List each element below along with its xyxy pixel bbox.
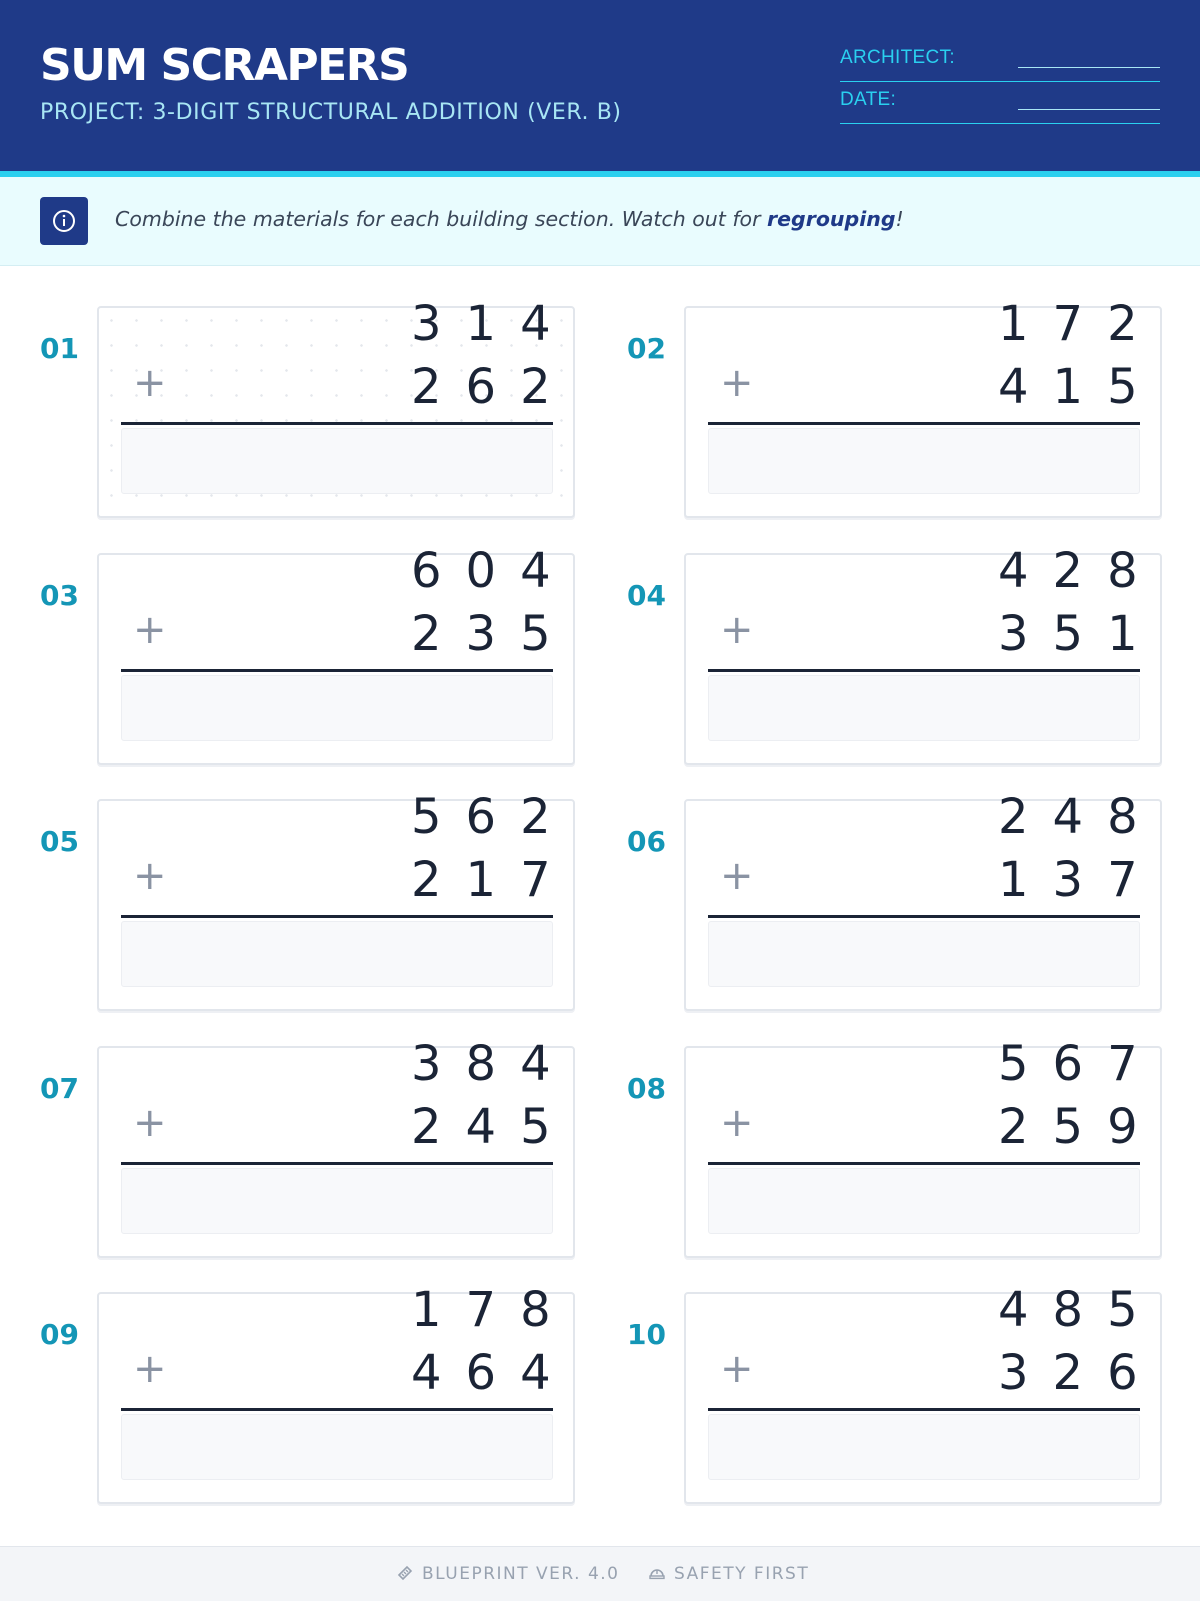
worksheet-title: SUM SCRAPERS [40,40,409,91]
instruction-text-end: ! [895,207,904,231]
answer-box[interactable] [708,675,1140,741]
sum-line [708,422,1140,425]
plus-operator: + [720,853,754,899]
plus-operator: + [720,1346,754,1392]
bottom-addend: 351 [998,605,1162,662]
worksheet-header [0,0,1200,171]
plus-operator: + [720,606,754,653]
top-addend: 178 [411,1282,575,1338]
bottom-addend: 326 [998,1345,1162,1401]
architect-field[interactable] [840,41,1160,82]
sum-line [121,669,553,672]
problem-number: 10 [627,1318,666,1351]
footer-safety [648,1564,809,1584]
answer-box[interactable] [708,428,1140,494]
answer-box[interactable] [121,1168,553,1234]
hard-hat-icon [648,1564,666,1582]
sum-line [708,1408,1140,1411]
top-addend: 485 [998,1282,1162,1338]
bottom-addend: 217 [411,852,575,908]
top-addend: 172 [998,296,1162,352]
architect-label: ARCHITECT: [840,47,955,68]
answer-box[interactable] [121,428,553,494]
top-addend: 567 [998,1035,1162,1092]
project-subtitle: PROJECT: 3-DIGIT STRUCTURAL ADDITION (VER. B) [40,100,622,125]
plus-operator: + [133,360,167,406]
problem-card [97,1035,575,1258]
problem-card [684,296,1162,518]
problem-number: 04 [627,578,666,612]
top-addend: 604 [411,542,575,599]
problem-07 [40,1035,600,1262]
worksheet-footer [0,1546,1200,1601]
sum-line [708,1162,1140,1165]
plus-operator: + [133,853,167,899]
problem-04 [627,542,1187,769]
problem-card [97,789,575,1011]
problem-09 [40,1282,600,1508]
top-addend: 562 [411,789,575,845]
problem-card [684,1035,1162,1258]
answer-box[interactable] [121,675,553,741]
problem-card [97,542,575,765]
problem-05 [40,789,600,1015]
bottom-addend: 464 [411,1345,575,1401]
top-addend: 428 [998,542,1162,599]
answer-box[interactable] [121,1414,553,1480]
problem-number: 03 [40,578,79,612]
architect-blank-line [1018,67,1160,68]
problem-number: 06 [627,825,666,858]
instruction-keyword: regrouping [767,207,896,231]
answer-box[interactable] [121,921,553,987]
instruction-banner [0,177,1200,266]
problem-card [684,789,1162,1011]
info-icon [40,197,88,245]
footer-version-label: BLUEPRINT VER. 4.0 [422,1564,620,1584]
bottom-addend: 245 [411,1098,575,1155]
footer-safety-label: SAFETY FIRST [674,1564,810,1584]
bottom-addend: 137 [998,852,1162,908]
bottom-addend: 415 [998,359,1162,415]
problem-number: 07 [40,1071,79,1105]
problem-02 [627,296,1187,522]
instruction-text-lead: Combine the materials for each building section. Watch out for [115,207,768,231]
bottom-addend: 262 [411,359,575,415]
problem-number: 09 [40,1318,79,1351]
sum-line [121,1162,553,1165]
problem-number: 01 [40,332,79,365]
date-blank-line [1018,109,1160,110]
problem-01 [40,296,600,522]
top-addend: 248 [998,789,1162,845]
sum-line [121,915,553,918]
sum-line [708,915,1140,918]
problem-10 [627,1282,1187,1508]
plus-operator: + [133,606,167,653]
answer-box[interactable] [708,1168,1140,1234]
problem-card [97,296,575,518]
problem-number: 02 [627,332,666,365]
problem-03 [40,542,600,769]
sum-line [121,422,553,425]
footer-version [396,1564,619,1584]
top-addend: 384 [411,1035,575,1092]
plus-operator: + [720,1099,754,1146]
problem-card [684,542,1162,765]
sum-line [121,1408,553,1411]
instruction-text [115,207,904,231]
answer-box[interactable] [708,1414,1140,1480]
plus-operator: + [133,1099,167,1146]
answer-box[interactable] [708,921,1140,987]
problem-06 [627,789,1187,1015]
plus-operator: + [133,1346,167,1392]
bottom-addend: 259 [998,1098,1162,1155]
problem-number: 05 [40,825,79,858]
problem-card [684,1282,1162,1504]
plus-operator: + [720,360,754,406]
top-addend: 314 [411,296,575,352]
bottom-addend: 235 [411,605,575,662]
date-field[interactable] [840,83,1160,124]
sum-line [708,669,1140,672]
date-label: DATE: [840,89,897,110]
pencil-ruler-icon [396,1564,414,1582]
problem-card [97,1282,575,1504]
problem-number: 08 [627,1071,666,1105]
problem-08 [627,1035,1187,1262]
